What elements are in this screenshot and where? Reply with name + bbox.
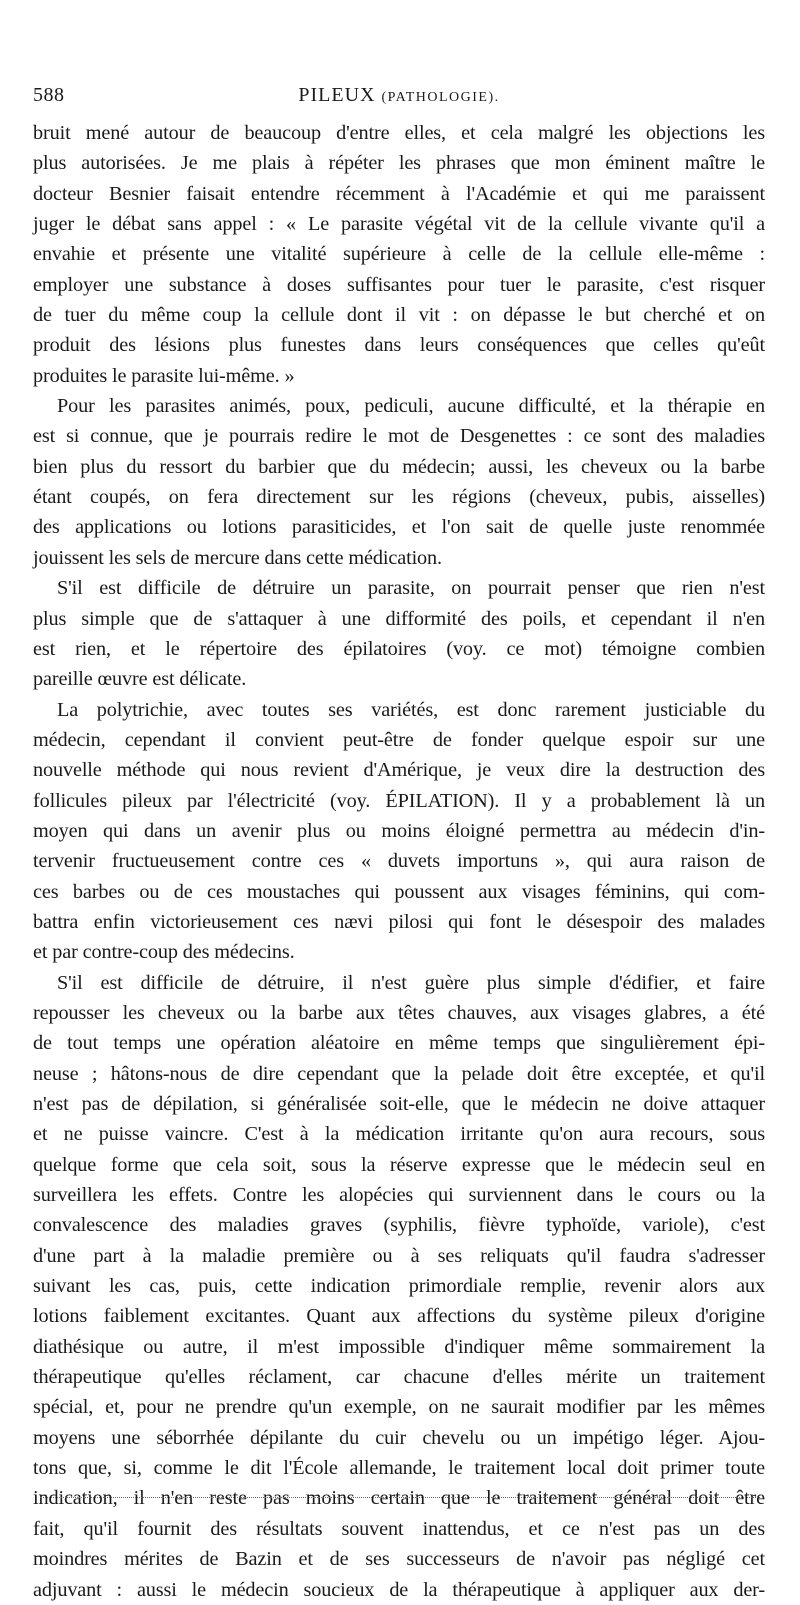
text-line: adjuvant : aussi le médecin soucieux de la thérapeutique à appliquer aux der- bbox=[33, 1578, 765, 1601]
text-line: tons que, si, comme le dit l'École allemande, le traitement local doit primer toute bbox=[33, 1457, 765, 1480]
text-line: produites le parasite lui-même. » bbox=[33, 364, 295, 387]
text-line: de tuer du même coup la cellule dont il vit : on dépasse le but cherché et on bbox=[33, 304, 765, 327]
text-line: moyens une séborrhée dépilante du cuir chevelu ou un impétigo léger. Ajou- bbox=[33, 1426, 765, 1449]
text-line: est rien, et le répertoire des épilatoires (voy. ce mot) témoigne combien bbox=[33, 637, 765, 660]
text-line: des applications ou lotions parasiticides, et l'on sait de quelle juste renommée bbox=[33, 516, 765, 539]
text-line: neuse ; hâtons-nous de dire cependant que la pelade doit être exceptée, et qu'il bbox=[33, 1062, 765, 1085]
text-line: ces barbes ou de ces moustaches qui poussent aux visages féminins, qui com- bbox=[33, 880, 765, 903]
text-line: diathésique ou autre, il m'est impossible d'indiquer même sommairement la bbox=[33, 1335, 765, 1358]
text-line: bruit mené autour de beaucoup d'entre elles, et cela malgré les objections les bbox=[33, 122, 765, 144]
text-line: La polytrichie, avec toutes ses variétés, est donc rarement justiciable du bbox=[57, 698, 765, 721]
running-title-sub: (PATHOLOGIE). bbox=[381, 90, 500, 105]
text-line: quelque forme que cela soit, sous la réserve expresse que le médecin seul en bbox=[33, 1153, 765, 1176]
text-line: indication, il n'en reste pas moins certain que le traitement général doit être bbox=[33, 1487, 765, 1510]
text-line: suivant les cas, puis, cette indication primordiale remplie, revenir alors aux bbox=[33, 1275, 765, 1298]
text-line: moyen qui dans un avenir plus ou moins éloigné permettra au médecin d'in- bbox=[33, 819, 765, 842]
footer-dotted-rule bbox=[40, 1497, 760, 1498]
text-line: S'il est difficile de détruire un parasite, on pourrait penser que rien n'est bbox=[57, 577, 765, 600]
text-line: fait, qu'il fournit des résultats souvent inattendus, et ce n'est pas un des bbox=[33, 1517, 765, 1540]
text-line: produit des lésions plus funestes dans leurs conséquences que celles qu'eût bbox=[33, 334, 765, 357]
text-line: surveillera les effets. Contre les alopécies qui surviennent dans le cours ou la bbox=[33, 1184, 765, 1207]
text-line: envahie et présente une vitalité supérieure à celle de la cellule elle-même : bbox=[33, 243, 765, 266]
text-line: et ne puisse vaincre. C'est à la médication irritante qu'on aura recours, sous bbox=[33, 1123, 765, 1146]
body-text bbox=[33, 118, 765, 1605]
running-title-main: PILEUX bbox=[298, 84, 376, 106]
text-line: thérapeutique qu'elles réclament, car chacune d'elles mérite un traitement bbox=[33, 1366, 765, 1389]
text-line: est si connue, que je pourrais redire le mot de Desgenettes : ce sont des maladies bbox=[33, 425, 765, 448]
text-line: Pour les parasites animés, poux, pediculi, aucune difficulté, et la thérapie en bbox=[57, 395, 765, 418]
text-line: spécial, et, pour ne prendre qu'un exemple, on ne saurait modifier par les mêmes bbox=[33, 1396, 765, 1419]
page-number: 588 bbox=[33, 84, 65, 106]
text-line: de tout temps une opération aléatoire en même temps que singulièrement épi- bbox=[33, 1032, 765, 1055]
text-line: plus autorisées. Je me plais à répéter les phrases que mon éminent maître le bbox=[33, 152, 765, 175]
running-title bbox=[33, 84, 765, 107]
text-line: plus simple que de s'attaquer à une difformité des poils, et cependant il n'en bbox=[33, 607, 765, 630]
text-line: battra enfin victorieusement ces nævi pilosi qui font le désespoir des malades bbox=[33, 910, 765, 933]
book-page bbox=[33, 84, 765, 1605]
text-line: juger le débat sans appel : « Le parasite végétal vit de la cellule vivante qu'il a bbox=[33, 213, 765, 236]
text-line: bien plus du ressort du barbier que du médecin; aussi, les cheveux ou la barbe bbox=[33, 455, 765, 478]
text-line: jouissent les sels de mercure dans cette médication. bbox=[33, 546, 442, 569]
text-line: étant coupés, on fera directement sur les régions (cheveux, pubis, aisselles) bbox=[33, 486, 765, 509]
text-line: lotions faiblement excitantes. Quant aux affections du système pileux d'origine bbox=[33, 1305, 765, 1328]
text-line: convalescence des maladies graves (syphilis, fièvre typhoïde, variole), c'est bbox=[33, 1214, 765, 1237]
text-line: médecin, cependant il convient peut-être de fonder quelque espoir sur une bbox=[33, 728, 765, 751]
text-line: repousser les cheveux ou la barbe aux têtes chauves, aux visages glabres, a été bbox=[33, 1001, 765, 1024]
running-header bbox=[33, 84, 765, 118]
text-line: moindres mérites de Bazin et de ses successeurs de n'avoir pas négligé cet bbox=[33, 1548, 765, 1571]
text-line: nouvelle méthode qui nous revient d'Amérique, je veux dire la destruction des bbox=[33, 759, 765, 782]
text-line: et par contre-coup des médecins. bbox=[33, 941, 295, 964]
text-line: S'il est difficile de détruire, il n'est guère plus simple d'édifier, et faire bbox=[57, 971, 765, 994]
text-line: employer une substance à doses suffisantes pour tuer le parasite, c'est risquer bbox=[33, 273, 765, 296]
text-line: d'une part à la maladie première ou à ses reliquats qu'il faudra s'adresser bbox=[33, 1244, 765, 1267]
text-line: tervenir fructueusement contre ces « duvets importuns », qui aura raison de bbox=[33, 850, 765, 873]
text-line: n'est pas de dépilation, si généralisée soit-elle, que le médecin ne doive attaquer bbox=[33, 1093, 765, 1115]
text-line: follicules pileux par l'électricité (voy. ÉPILATION). Il y a probablement là un bbox=[33, 789, 765, 812]
text-line: docteur Besnier faisait entendre récemment à l'Académie et qui me paraissent bbox=[33, 182, 765, 205]
text-line: pareille œuvre est délicate. bbox=[33, 668, 247, 691]
